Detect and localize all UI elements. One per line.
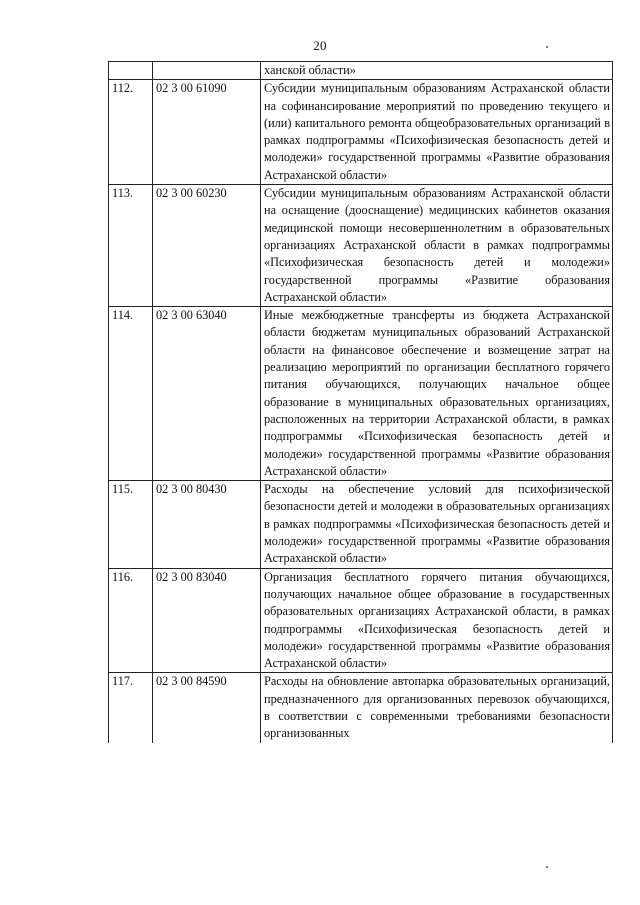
row-description: Иные межбюджетные трансферты из бюджета Астраханской области бюджетам муниципальных образований Астраханской области на финансовое обеспечение и возмещение затрат на реализацию мероприятий по организации бесплатного горячего питания обучающихся, получающих начальное общее образование в муниципальных образовательных организациях, расположенных на территории Астраханской области, в рамках подпрограммы «Психофизическая безопасность детей и молодежи» государственной программы «Развитие образования Астраханской области» [261,307,613,481]
budget-code: 02 3 00 61090 [153,80,261,185]
table-row [109,568,613,673]
row-number: 114. [109,307,153,481]
page-number: 20 [313,38,327,53]
row-number: 112. [109,80,153,185]
row-description: Субсидии муниципальным образованиям Астраханской области на оснащение (дооснащение) медицинских кабинетов оказания медицинской помощи несовершеннолетним в образовательных организациях Астраханской области в рамках подпрограммы «Психофизическая безопасность детей и молодежи» государственной программы «Развитие образования Астраханской области» [261,185,613,307]
scan-speck [546,866,548,868]
scan-speck [546,46,548,48]
table-row [109,481,613,568]
row-number: 116. [109,568,153,673]
budget-code: 02 3 00 63040 [153,307,261,481]
continuation-row [109,62,613,80]
budget-code: 02 3 00 60230 [153,185,261,307]
row-description: Расходы на обеспечение условий для психофизической безопасности детей и молодежи в образовательных организациях в рамках подпрограммы «Психофизическая безопасность детей и молодежи» государственной программы «Развитие образования Астраханской области» [261,481,613,568]
row-description: Субсидии муниципальным образованиям Астраханской области на софинансирование мероприятий по проведению текущего и (или) капитального ремонта общеобразовательных организаций в рамках подпрограммы «Психофизическая безопасность детей и молодежи» государственной программы «Развитие образования Астраханской области» [261,80,613,185]
budget-code: 02 3 00 83040 [153,568,261,673]
table-row [109,80,613,185]
budget-code-table [108,61,613,743]
table-row [109,673,613,743]
row-number: 117. [109,673,153,743]
empty-cell [109,62,153,80]
table-row [109,185,613,307]
budget-code: 02 3 00 80430 [153,481,261,568]
row-number: 115. [109,481,153,568]
empty-cell [153,62,261,80]
budget-code: 02 3 00 84590 [153,673,261,743]
table-row [109,307,613,481]
continuation-text: ханской области» [261,62,613,80]
row-description: Организация бесплатного горячего питания обучающихся, получающих начальное общее образование в государственных образовательных организациях Астраханской области, в рамках подпрограммы «Психофизическая безопасность детей и молодежи» государственной программы «Развитие образования Астраханской области» [261,568,613,673]
row-number: 113. [109,185,153,307]
row-description: Расходы на обновление автопарка образовательных организаций, предназначенного для организованных перевозок обучающихся, в соответствии с современными требованиями безопасности организованных [261,673,613,743]
